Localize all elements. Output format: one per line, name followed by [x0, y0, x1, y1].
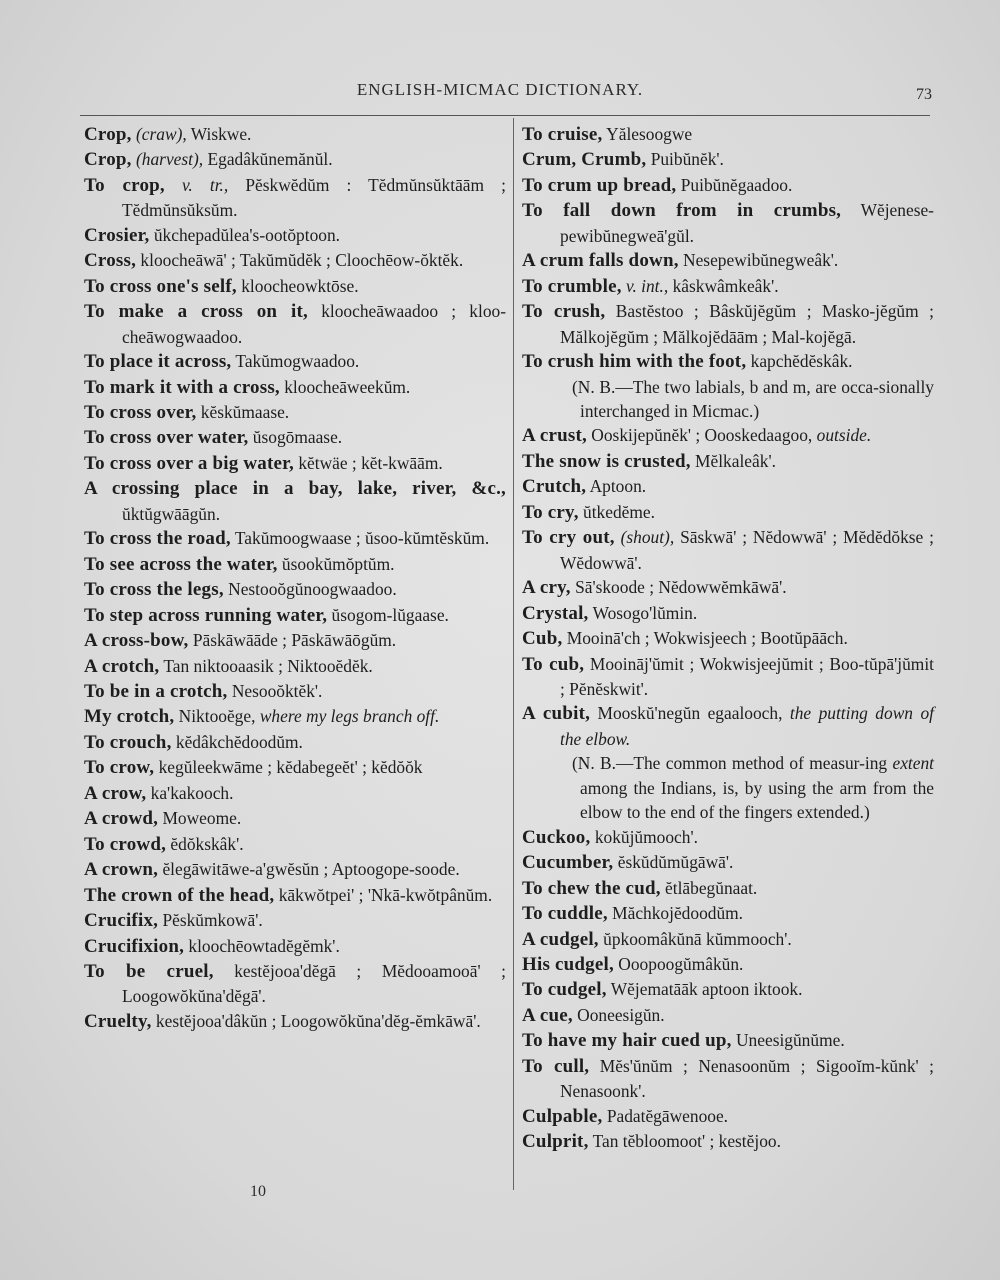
- headword: Crop,: [84, 124, 132, 145]
- micmac-translation: ŭkchepadŭlea's-ootŏptoon.: [153, 224, 340, 245]
- column-divider: [513, 118, 514, 1190]
- headword: Crucifix,: [84, 910, 159, 932]
- headword: To cross the legs,: [84, 579, 224, 601]
- dictionary-entry: [84, 832, 506, 857]
- gloss: outside.: [816, 425, 872, 446]
- dictionary-entry: [84, 248, 506, 273]
- headword: To cull,: [522, 1055, 590, 1077]
- dictionary-entry: [84, 400, 506, 425]
- dictionary-entry: [522, 500, 934, 525]
- dictionary-entry: [84, 375, 506, 400]
- micmac-translation: Ooneesigŭn.: [577, 1004, 665, 1025]
- headword: To cross over,: [84, 401, 197, 423]
- page-number: 73: [916, 86, 932, 103]
- dictionary-entry: [84, 577, 506, 602]
- headword: Crop,: [84, 149, 132, 171]
- headword: Crutch,: [522, 476, 587, 498]
- dictionary-entry: [84, 883, 506, 908]
- dictionary-entry: [522, 449, 934, 474]
- dictionary-entry: [84, 552, 506, 577]
- headword: To fall down from in crumbs,: [522, 200, 842, 222]
- dictionary-entry: [84, 679, 506, 704]
- dictionary-entry: [84, 704, 506, 729]
- micmac-translation: kâskwâmkeâk'.: [672, 275, 779, 296]
- dictionary-entry: [522, 575, 934, 600]
- micmac-translation: (N. B.—The common method of measur-ing: [572, 753, 888, 774]
- micmac-translation: ĕlegāwitāwe-a'gwĕsŭn ; Aptoogope-soode.: [162, 859, 460, 880]
- headword: To cruise,: [522, 124, 603, 145]
- dictionary-entry: [84, 476, 506, 526]
- micmac-translation: kokŭjŭmooch'.: [594, 826, 698, 847]
- micmac-translation: Pĕskwĕdŭm : Tĕdmŭnsŭktāām ; Tĕdmŭnsŭksŭm.: [122, 174, 506, 221]
- micmac-translation: kegŭleekwāme ; kĕdabegeĕt' ; kĕdŏŏk: [158, 757, 423, 778]
- micmac-translation: Puibŭnĕk'.: [650, 149, 724, 170]
- dictionary-entry: [522, 349, 934, 374]
- dictionary-entry: [522, 474, 934, 499]
- headword: To make a cross on it,: [84, 301, 308, 323]
- headword: To be in a crotch,: [84, 680, 228, 702]
- micmac-translation: kĕskŭmaase.: [200, 401, 290, 422]
- micmac-translation: Măchkojĕdoodŭm.: [612, 903, 744, 924]
- micmac-translation: kapchĕdĕskâk.: [750, 351, 853, 372]
- headword: To mark it with a cross,: [84, 376, 280, 398]
- dictionary-entry: [84, 349, 506, 374]
- micmac-translation: Wosogo'lŭmin.: [592, 602, 698, 623]
- micmac-translation: Aptoon.: [589, 476, 647, 497]
- dictionary-entry: [84, 755, 506, 780]
- headword: To cry,: [522, 501, 579, 523]
- running-title: ENGLISH-MICMAC DICTIONARY.: [356, 80, 644, 99]
- micmac-translation: kestĕjooa'dâkŭn ; Loogowŏkŭna'dĕg-ĕmkāwā'.: [155, 1010, 481, 1031]
- headword: To cry out,: [522, 527, 615, 549]
- micmac-translation: ĕdŏkskâk'.: [170, 833, 244, 854]
- headword: A cry,: [522, 577, 571, 599]
- micmac-translation: Padatĕgāwenooe.: [606, 1105, 729, 1126]
- headword: The snow is crusted,: [522, 450, 691, 472]
- headword: To crush,: [522, 301, 606, 323]
- part-of-speech: v. tr.,: [182, 174, 229, 195]
- headword: To cross the road,: [84, 528, 231, 550]
- micmac-translation: Puibŭnĕgaadoo.: [680, 174, 793, 195]
- dictionary-entry: [522, 927, 934, 952]
- dictionary-entry: [84, 908, 506, 933]
- headword: To have my hair cued up,: [522, 1030, 732, 1052]
- headword: To crumble,: [522, 275, 622, 297]
- gloss: extent: [892, 753, 934, 774]
- dictionary-entry: [84, 274, 506, 299]
- headword: To see across the water,: [84, 553, 278, 575]
- micmac-translation: Pĕskŭmkowā'.: [162, 910, 263, 931]
- dictionary-entry: [522, 652, 934, 702]
- headword: A crow,: [84, 782, 147, 804]
- dictionary-entry: [84, 806, 506, 831]
- part-of-speech: v. int.,: [626, 275, 669, 296]
- headword: Cucumber,: [522, 852, 614, 874]
- micmac-translation: Moweome.: [162, 808, 242, 829]
- micmac-translation: Nesepewibŭnegweâk'.: [683, 250, 839, 271]
- headword: The crown of the head,: [84, 884, 275, 906]
- headword: A crum falls down,: [522, 250, 679, 272]
- headword: Crum, Crumb,: [522, 149, 647, 171]
- micmac-translation: Mooinā'ch ; Wokwisjeech ; Bootŭpāāch.: [566, 628, 848, 649]
- dictionary-entry: [84, 122, 506, 147]
- dictionary-entry: [84, 299, 506, 349]
- headword: A crossing place in a bay, lake, river, &c.,: [84, 478, 506, 500]
- micmac-translation: Sā'skoode ; Nĕdowwĕmkāwā'.: [575, 577, 787, 598]
- part-of-speech: (shout),: [620, 527, 675, 548]
- headword: A crotch,: [84, 655, 160, 677]
- headword: My crotch,: [84, 706, 175, 728]
- micmac-translation: Uneesigŭnŭme.: [736, 1030, 845, 1051]
- headword: Crystal,: [522, 602, 589, 624]
- micmac-translation: Wĕjematāāk aptoon iktook.: [610, 979, 803, 1000]
- micmac-translation: kloocheāwā' ; Takŭmŭdĕk ; Cloochēow-ŏktĕk.: [140, 250, 464, 271]
- headword: To crouch,: [84, 731, 172, 753]
- headword: To crowd,: [84, 833, 167, 855]
- part-of-speech: (harvest),: [136, 149, 204, 170]
- micmac-translation: Nestooŏgŭnoogwaadoo.: [228, 579, 397, 600]
- micmac-translation: kākwŏtpei' ; 'Nkā-kwŏtpânŭm.: [278, 884, 493, 905]
- micmac-translation: ka'kakooch.: [150, 782, 234, 803]
- micmac-translation: kloocheowktōse.: [241, 275, 359, 296]
- headword: His cudgel,: [522, 953, 614, 975]
- dictionary-entry: [522, 952, 934, 977]
- headword: To cross over water,: [84, 427, 249, 449]
- headword: Crosier,: [84, 224, 150, 246]
- dictionary-entry: [522, 525, 934, 575]
- micmac-translation: Pāskāwāāde ; Pāskāwāōgŭm.: [192, 630, 397, 651]
- micmac-translation: Ooskijepŭnĕk' ; Oooskedaagoo,: [591, 425, 813, 446]
- dictionary-entry: [522, 1003, 934, 1028]
- micmac-translation: Egadâkŭnemănŭl.: [207, 149, 333, 170]
- headword: Cruelty,: [84, 1010, 152, 1032]
- micmac-translation: Yălesoogwe: [606, 124, 693, 144]
- micmac-translation: ŭsogom-lŭgaase.: [331, 604, 449, 625]
- micmac-translation: Takŭmogwaadoo.: [235, 351, 360, 372]
- headword: A crust,: [522, 425, 587, 447]
- micmac-translation: ŭsogōmaase.: [252, 427, 343, 448]
- dictionary-entry: [522, 248, 934, 273]
- micmac-translation: ĕskŭdŭmŭgāwā'.: [617, 852, 734, 873]
- headword: To step across running water,: [84, 604, 328, 626]
- dictionary-entry: [522, 701, 934, 751]
- dictionary-entry: [522, 423, 934, 448]
- headword: To crow,: [84, 757, 155, 779]
- gloss: the putting down of the elbow.: [560, 703, 934, 749]
- signature-mark: 10: [250, 1183, 266, 1200]
- micmac-translation: Mĕlkaleâk'.: [695, 450, 776, 471]
- dictionary-entry: [522, 1104, 934, 1129]
- dictionary-entry: [84, 425, 506, 450]
- micmac-translation: kloocheāwaadoo ; kloo-cheāwogwaadoo.: [122, 301, 507, 347]
- dictionary-entry: [84, 451, 506, 476]
- headword: Crucifixion,: [84, 935, 185, 957]
- headword: Culpable,: [522, 1105, 603, 1127]
- headword: Culprit,: [522, 1131, 589, 1153]
- header-rule: [80, 115, 930, 116]
- headword: To crum up bread,: [522, 174, 677, 196]
- dictionary-entry: [522, 122, 934, 147]
- micmac-translation: kĕtwäe ; kĕt-kwāām.: [298, 452, 443, 473]
- usage-note: [522, 751, 934, 824]
- micmac-translation: kĕdâkchĕdoodŭm.: [175, 731, 303, 752]
- dictionary-entry: [84, 223, 506, 248]
- headword: A cue,: [522, 1004, 573, 1026]
- dictionary-entry: [84, 730, 506, 755]
- dictionary-entry: [522, 1054, 934, 1104]
- gloss: where my legs branch off.: [259, 706, 440, 727]
- usage-note: [522, 375, 934, 424]
- micmac-translation: ŭsookŭmŏptŭm.: [281, 553, 395, 574]
- headword: To be cruel,: [84, 960, 214, 982]
- dictionary-entry: [522, 626, 934, 651]
- headword: A crowd,: [84, 808, 159, 830]
- dictionary-entry: [84, 147, 506, 172]
- micmac-translation: ŭpkoomâkŭnā kŭmmooch'.: [603, 928, 792, 949]
- headword: To place it across,: [84, 351, 232, 373]
- micmac-translation: ĕtlābegŭnaat.: [665, 877, 758, 898]
- headword: A crown,: [84, 859, 159, 881]
- dictionary-entry: [84, 959, 506, 1009]
- micmac-translation: ŭtkedĕme.: [583, 501, 655, 522]
- dictionary-entry: [84, 857, 506, 882]
- dictionary-entry: [84, 781, 506, 806]
- headword: To cross over a big water,: [84, 452, 294, 474]
- dictionary-entry: [522, 601, 934, 626]
- micmac-translation: Tan niktooaasik ; Niktooĕdĕk.: [163, 655, 373, 676]
- headword: A cubit,: [522, 703, 591, 725]
- left-column: [84, 122, 506, 1034]
- headword: Cuckoo,: [522, 826, 591, 848]
- micmac-translation: Wĕjenese-pewibŭnegweā'gŭl.: [560, 200, 934, 246]
- dictionary-entry: [84, 654, 506, 679]
- headword: A cross-bow,: [84, 630, 189, 652]
- dictionary-entry: [522, 876, 934, 901]
- micmac-translation: Tan tĕbloomoot' ; kestĕjoo.: [592, 1131, 781, 1152]
- headword: To chew the cud,: [522, 877, 661, 899]
- micmac-translation: Mĕs'ŭnŭm ; Nenasoonŭm ; Sigooĭm-kŭnk' ; Nenasoonk'.: [560, 1055, 934, 1102]
- headword: To crop,: [84, 174, 165, 196]
- micmac-translation: Ooopoogŭmâkŭn.: [618, 953, 744, 974]
- micmac-translation: Takŭmoogwaase ; ŭsoo-kŭmtĕskŭm.: [234, 528, 490, 549]
- headword: Cross,: [84, 250, 137, 272]
- headword: Cub,: [522, 628, 563, 650]
- headword: A cudgel,: [522, 928, 599, 950]
- headword: To cudgel,: [522, 979, 607, 1001]
- dictionary-entry: [84, 934, 506, 959]
- part-of-speech: (craw),: [136, 124, 187, 144]
- micmac-translation: Nesooŏktĕk'.: [231, 680, 323, 701]
- note-continuation: among the Indians, is, by using the arm from the elbow to the end of the fingers extended.): [580, 777, 934, 823]
- micmac-translation: kloochēowtadĕgĕmk'.: [188, 935, 340, 956]
- headword: To cuddle,: [522, 903, 608, 925]
- micmac-translation: Niktooĕge,: [178, 706, 256, 727]
- dictionary-entry: [522, 977, 934, 1002]
- dictionary-entry: [522, 825, 934, 850]
- dictionary-entry: [84, 173, 506, 223]
- dictionary-entry: [522, 1129, 934, 1154]
- dictionary-entry: [522, 850, 934, 875]
- micmac-translation: kloocheāweekŭm.: [284, 376, 411, 397]
- dictionary-entry: [522, 1028, 934, 1053]
- micmac-translation: (N. B.—The two labials, b and m, are occa-sionally interchanged in Micmac.): [572, 376, 934, 421]
- headword: To cub,: [522, 653, 585, 675]
- dictionary-entry: [522, 147, 934, 172]
- micmac-translation: Mooināj'ŭmit ; Wokwisjeejŭmit ; Boo-tŭpā'jŭmit ; Pĕnĕskwit'.: [560, 653, 934, 699]
- dictionary-entry: [84, 1009, 506, 1034]
- micmac-translation: kestĕjooa'dĕgā ; Mĕdooamooā' ; Loogowŏkŭna'dĕgā'.: [122, 960, 506, 1007]
- dictionary-entry: [84, 526, 506, 551]
- dictionary-entry: [522, 901, 934, 926]
- micmac-translation: Bastĕstoo ; Bâskŭjĕgŭm ; Masko-jĕgŭm ; Mălkojĕgŭm ; Mălkojĕdāām ; Mal-kojĕgā.: [560, 301, 934, 347]
- micmac-translation: Wiskwe.: [190, 124, 252, 144]
- dictionary-entry: [522, 198, 934, 248]
- dictionary-entry: [84, 628, 506, 653]
- right-column: [522, 122, 934, 1155]
- micmac-translation: ŭktŭgwāāgŭn.: [122, 503, 221, 524]
- dictionary-entry: [522, 299, 934, 349]
- headword: To crush him with the foot,: [522, 351, 747, 373]
- headword: To cross one's self,: [84, 275, 237, 297]
- dictionary-entry: [522, 274, 934, 299]
- micmac-translation: Sāskwā' ; Nĕdowwā' ; Mĕdĕdŏkse ; Wĕdowwā'.: [560, 527, 934, 573]
- dictionary-entry: [84, 603, 506, 628]
- micmac-translation: Mooskŭ'negŭn egaalooch,: [597, 703, 783, 724]
- dictionary-entry: [522, 173, 934, 198]
